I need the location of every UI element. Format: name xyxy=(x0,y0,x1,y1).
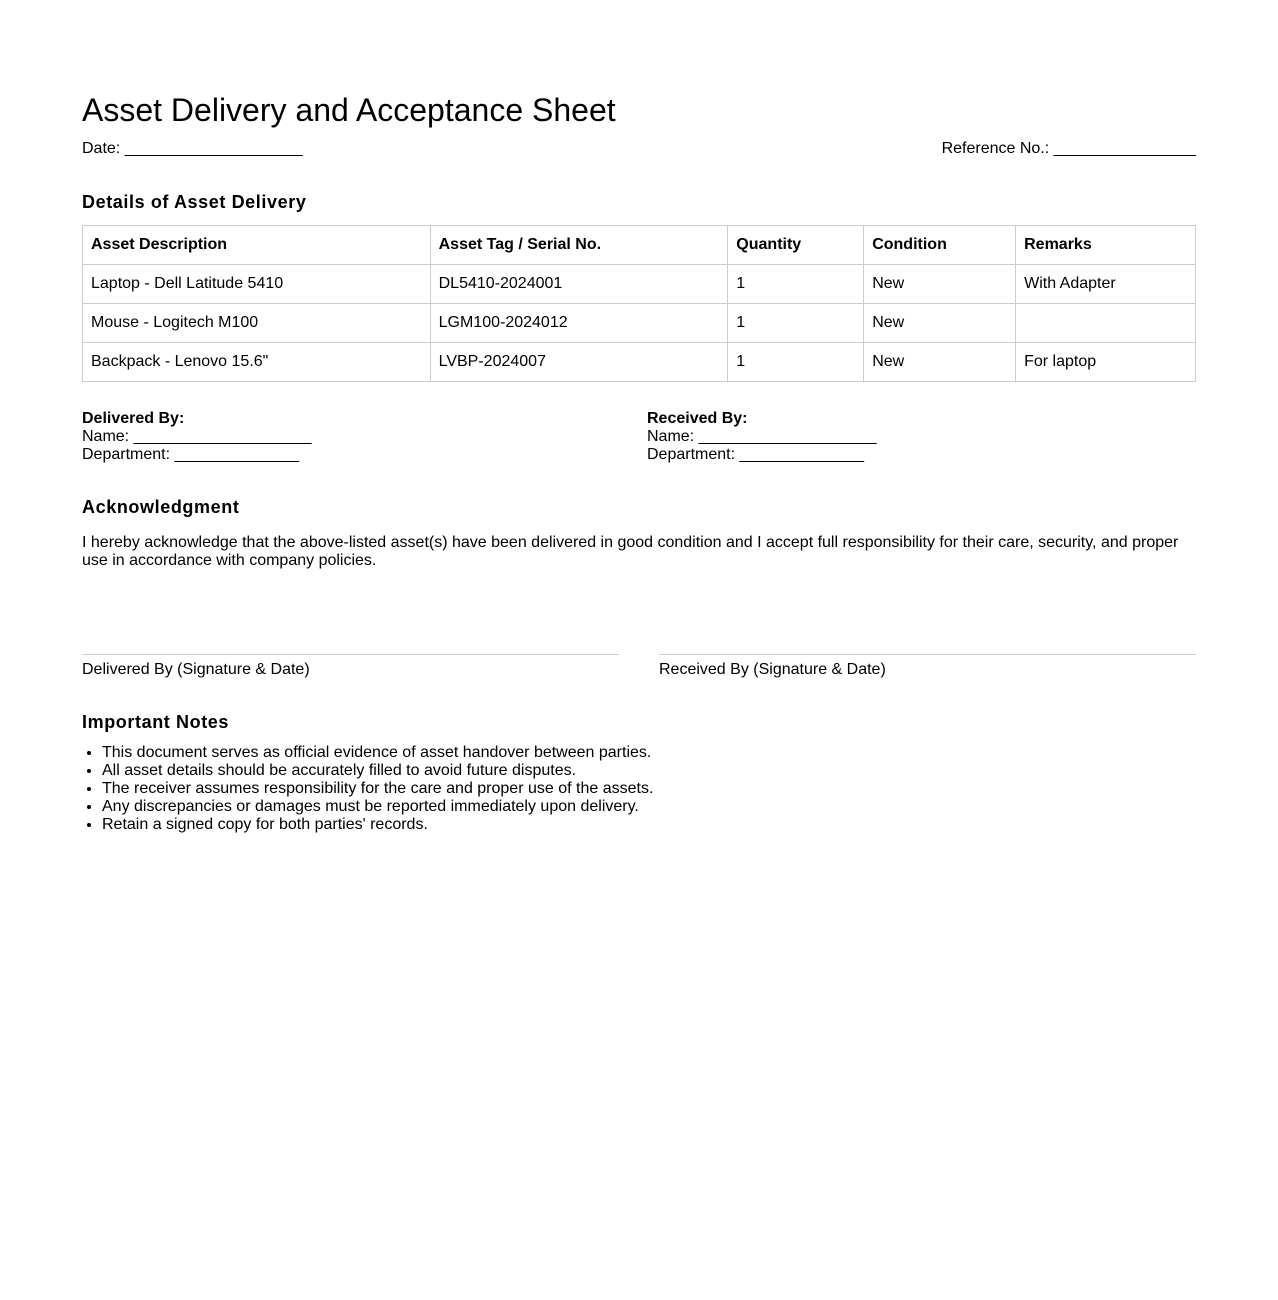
table-cell: Laptop - Dell Latitude 5410 xyxy=(83,265,431,304)
reference-field: Reference No.: ________________ xyxy=(941,140,1196,157)
list-item: • All asset details should be accurately filled to avoid future disputes. xyxy=(102,762,653,780)
table-row xyxy=(83,343,1196,382)
table-cell: LVBP-2024007 xyxy=(430,343,728,382)
acknowledgment-text: I hereby acknowledge that the above-listed asset(s) have been delivered in good condition and I accept full responsibility for their care, security, and proper use in accordance with company policies. xyxy=(82,534,1179,569)
delivered-signature-line: Delivered By (Signature & Date) xyxy=(82,654,619,679)
table-cell: For laptop xyxy=(1016,343,1196,382)
table-cell: DL5410-2024001 xyxy=(430,265,728,304)
table-cell: Backpack - Lenovo 15.6" xyxy=(83,343,431,382)
column-header: Condition xyxy=(864,226,1016,265)
notes-list xyxy=(82,744,653,834)
received-by-name: Name: ____________________ xyxy=(647,428,877,445)
received-by-department: Department: ______________ xyxy=(647,446,865,463)
table-cell: New xyxy=(864,343,1016,382)
table-cell: With Adapter xyxy=(1016,265,1196,304)
column-header: Asset Description xyxy=(83,226,431,265)
table-header-row xyxy=(83,226,1196,265)
delivered-by-block xyxy=(82,410,312,464)
page-title: Asset Delivery and Acceptance Sheet xyxy=(82,92,616,128)
table-cell: Mouse - Logitech M100 xyxy=(83,304,431,343)
notes-heading: Important Notes xyxy=(82,712,230,732)
list-item: • Any discrepancies or damages must be reported immediately upon delivery. xyxy=(102,798,653,816)
column-header: Remarks xyxy=(1016,226,1196,265)
delivered-by-name: Name: ____________________ xyxy=(82,428,312,445)
table-cell: New xyxy=(864,265,1016,304)
table-cell: New xyxy=(864,304,1016,343)
date-field: Date: ____________________ xyxy=(82,140,303,157)
column-header: Asset Tag / Serial No. xyxy=(430,226,728,265)
table-cell: LGM100-2024012 xyxy=(430,304,728,343)
table-cell: 1 xyxy=(728,343,864,382)
list-item: • This document serves as official evidence of asset handover between parties. xyxy=(102,744,653,762)
acknowledgment-heading: Acknowledgment xyxy=(82,497,240,517)
table-row xyxy=(83,304,1196,343)
meta-row xyxy=(82,140,1196,158)
received-by-title: Received By: xyxy=(647,410,748,427)
table-row xyxy=(83,265,1196,304)
column-header: Quantity xyxy=(728,226,864,265)
received-signature-line: Received By (Signature & Date) xyxy=(659,654,1196,679)
list-item: • Retain a signed copy for both parties' records. xyxy=(102,816,653,834)
delivered-by-title: Delivered By: xyxy=(82,410,185,427)
delivered-by-department: Department: ______________ xyxy=(82,446,300,463)
list-item: • The receiver assumes responsibility for the care and proper use of the assets. xyxy=(102,780,653,798)
table-cell xyxy=(1016,304,1196,343)
table-cell: 1 xyxy=(728,304,864,343)
table-cell: 1 xyxy=(728,265,864,304)
details-heading: Details of Asset Delivery xyxy=(82,192,307,212)
asset-table xyxy=(82,225,1196,382)
received-by-block xyxy=(647,410,877,464)
